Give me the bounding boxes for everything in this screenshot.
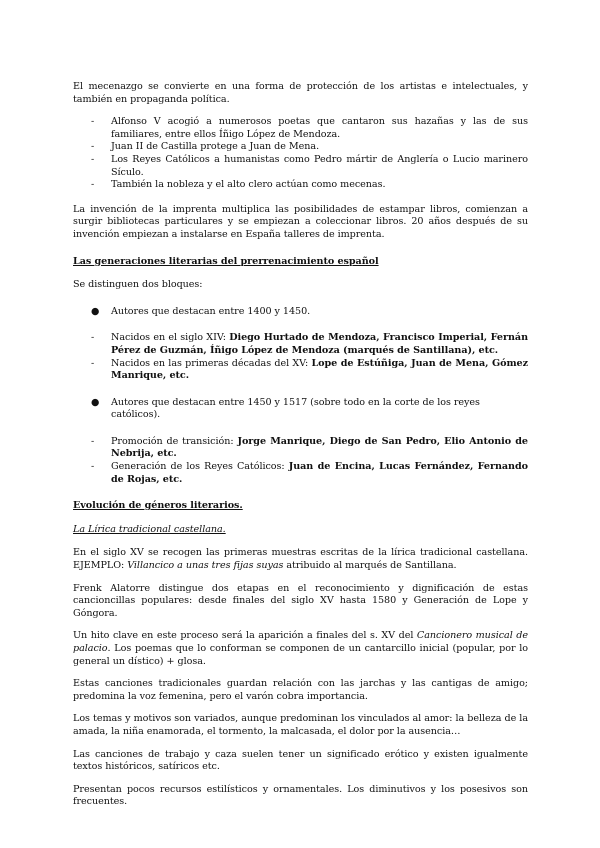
list-item-prefix: Nacidos en el siglo XIV: xyxy=(111,332,230,344)
paragraph-imprenta: La invención de la imprenta multiplica las posibilidades de estampar libros, comienzan a surgir bibliotecas particulares y se empiezan a coleccionar libros. 20 años después de su invención empiezan a instalarse en España talleres de imprenta. xyxy=(73,203,528,240)
paragraph-frenk: Frenk Alatorre distingue dos etapas en el reconocimiento y dignificación de estas cancioncillas populares: desde finales del siglo XV hasta 1580 y Generación de Lope y Góngora. xyxy=(73,582,528,619)
section-heading-generaciones: Las generaciones literarias del prerrenacimiento español xyxy=(73,255,379,267)
list-item-prefix: Promoción de transición: xyxy=(111,435,238,447)
list-item: - También la nobleza y el alto clero actúan como mecenas. xyxy=(91,179,528,192)
paragraph-bloques: Se distinguen dos bloques: xyxy=(73,279,203,291)
bullet-text: Autores que destacan entre 1400 y 1450. xyxy=(111,305,311,317)
autores-1450-list xyxy=(73,436,528,486)
work-title: Cancionero musical de palacio xyxy=(73,630,528,654)
paragraph-siglo-xv xyxy=(73,547,528,572)
bullet-item xyxy=(73,397,528,422)
bullet-text: Autores que destacan entre 1450 y 1517 (sobre todo en la corte de los reyes católicos). xyxy=(111,396,480,421)
section-heading-evolucion: Evolución de géneros literarios. xyxy=(73,500,243,512)
text-run: En el siglo XV se recogen las primeras muestras escritas de la lírica tradicional castellana. EJEMPLO: xyxy=(73,547,528,572)
mecenas-list xyxy=(73,116,528,192)
paragraph-trabajo-caza: Las canciones de trabajo y caza suelen tener un significado erótico y existen igualmente textos históricos, satíricos etc. xyxy=(73,748,528,773)
list-item: - Juan II de Castilla protege a Juan de Mena. xyxy=(91,141,528,154)
text-run: atribuido al marqués de Santillana. xyxy=(283,560,457,572)
list-item-authors: Juan de Encina, Lucas Fernández, Fernando de Rojas, etc. xyxy=(111,461,528,485)
bullet-item xyxy=(73,306,528,319)
paragraph-jarchas: Estas canciones tradicionales guardan relación con las jarchas y las cantigas de amigo; predomina la voz femenina, pero el varón cobra importancia. xyxy=(73,678,528,702)
list-item: - Alfonso V acogió a numerosos poetas que cantaron sus hazañas y las de sus familiares, entre ellos Íñigo López de Mendoza. xyxy=(91,116,528,141)
paragraph-temas: Los temas y motivos son variados, aunque predominan los vinculados al amor: la belleza de la amada, la niña enamorada, el tormento, la malcasada, el dolor por la ausencia… xyxy=(73,713,528,737)
paragraph-recursos: Presentan pocos recursos estilísticos y ornamentales. Los diminutivos y los posesivos son frecuentes. xyxy=(73,783,528,808)
list-item: - Los Reyes Católicos a humanistas como Pedro mártir de Anglería o Lucio marinero Sículo. xyxy=(91,154,528,179)
list-item-authors: Diego Hurtado de Mendoza, Francisco Imperial, Fernán Pérez de Guzmán, Íñigo López de Mendoza (marqués de Santillana), etc. xyxy=(111,332,528,356)
document-body xyxy=(73,81,528,819)
list-item-prefix: Nacidos en las primeras décadas del XV: xyxy=(111,357,312,369)
list-item xyxy=(91,332,528,357)
bullet-icon: ● xyxy=(91,396,100,408)
work-title: Villancico a unas tres fijas suyas xyxy=(127,560,284,572)
list-item xyxy=(91,358,528,383)
list-item-authors: Jorge Manrique, Diego de San Pedro, Elio Antonio de Nebrija, etc. xyxy=(111,435,528,460)
subheading-lirica: La Lírica tradicional castellana. xyxy=(73,523,226,535)
text-run: Un hito clave en este proceso será la aparición a finales del s. XV del xyxy=(73,630,417,642)
list-item xyxy=(91,436,528,461)
list-item xyxy=(91,461,528,486)
paragraph-mecenazgo: El mecenazgo se convierte en una forma de protección de los artistas e intelectuales, y también en propaganda política. xyxy=(73,81,528,105)
paragraph-cancionero xyxy=(73,630,528,668)
autores-1400-list xyxy=(73,332,528,382)
text-run: . Los poemas que lo conforman se componen de un cantarcillo inicial (popular, por lo general un dístico) + glosa. xyxy=(73,643,528,667)
list-item-authors: Lope de Estúñiga, Juan de Mena, Gómez Manrique, etc. xyxy=(111,357,528,382)
list-item-prefix: Generación de los Reyes Católicos: xyxy=(111,461,289,473)
bullet-icon: ● xyxy=(91,305,100,317)
